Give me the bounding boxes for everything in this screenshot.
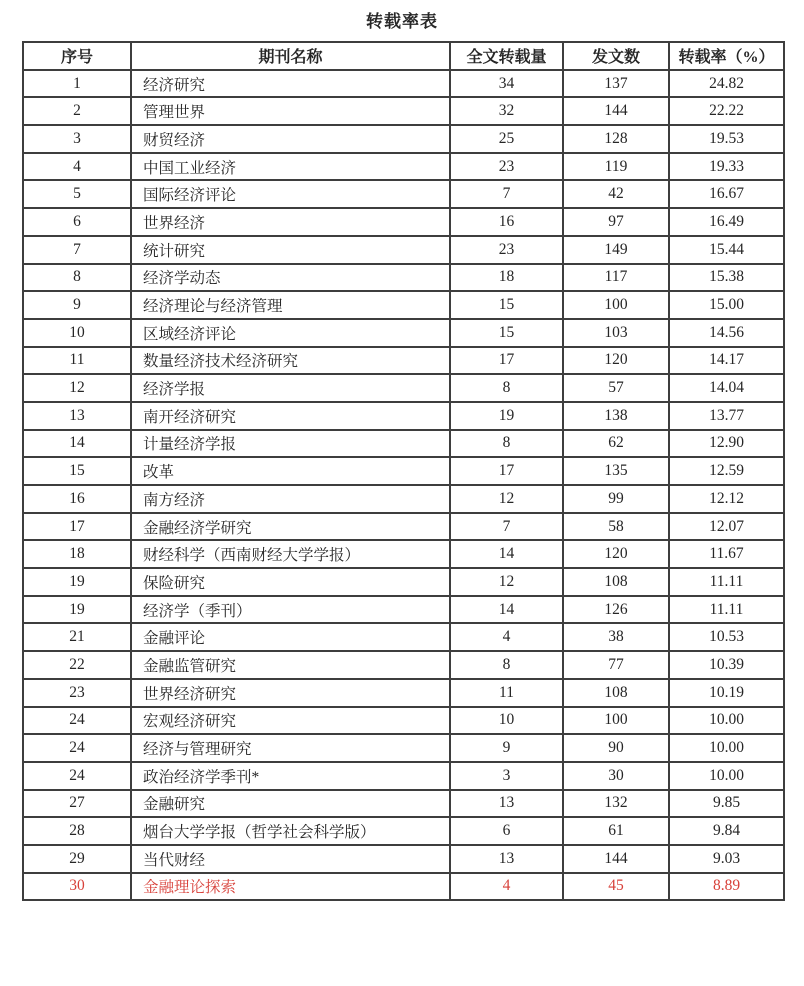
reprint-rate-cell: 19.33 [669,153,784,181]
rank-cell: 9 [23,291,131,319]
article-count-cell: 120 [563,347,669,375]
reprint-count-cell: 14 [450,596,563,624]
article-count-cell: 58 [563,513,669,541]
journal-name-cell: 金融经济学研究 [131,513,450,541]
table-row [23,513,784,541]
reprint-count-cell: 8 [450,430,563,458]
reprint-count-cell: 6 [450,817,563,845]
article-count-cell: 100 [563,707,669,735]
reprint-count-cell: 13 [450,845,563,873]
reprint-count-cell: 18 [450,264,563,292]
reprint-rate-cell: 11.67 [669,540,784,568]
journal-name-cell: 政治经济学季刊* [131,762,450,790]
reprint-count-cell: 17 [450,347,563,375]
article-count-cell: 137 [563,70,669,98]
rank-cell: 18 [23,540,131,568]
article-count-cell: 119 [563,153,669,181]
table-row [23,790,784,818]
reprint-rate-cell: 11.11 [669,568,784,596]
reprint-rate-cell: 12.12 [669,485,784,513]
reprint-count-cell: 8 [450,374,563,402]
table-row [23,817,784,845]
table-row [23,180,784,208]
rank-cell: 8 [23,264,131,292]
reprint-count-cell: 7 [450,180,563,208]
journal-name-cell: 金融研究 [131,790,450,818]
journal-name-cell: 南方经济 [131,485,450,513]
rank-cell: 22 [23,651,131,679]
article-count-cell: 128 [563,125,669,153]
rank-cell: 13 [23,402,131,430]
journal-name-cell: 经济与管理研究 [131,734,450,762]
reprint-count-cell: 25 [450,125,563,153]
reprint-count-cell: 7 [450,513,563,541]
article-count-cell: 30 [563,762,669,790]
table-row [23,125,784,153]
reprint-rate-cell: 16.49 [669,208,784,236]
journal-name-cell: 世界经济 [131,208,450,236]
journal-name-cell: 计量经济学报 [131,430,450,458]
article-count-cell: 42 [563,180,669,208]
article-count-cell: 144 [563,97,669,125]
journal-name-cell: 中国工业经济 [131,153,450,181]
table-row [23,707,784,735]
reprint-count-cell: 32 [450,97,563,125]
reprint-count-cell: 16 [450,208,563,236]
reprint-count-cell: 12 [450,568,563,596]
rank-cell: 6 [23,208,131,236]
table-row [23,845,784,873]
table-row [23,291,784,319]
journal-name-cell: 金融监管研究 [131,651,450,679]
table-body [23,70,784,901]
journal-name-cell: 经济学动态 [131,264,450,292]
reprint-rate-cell: 10.00 [669,762,784,790]
rank-cell: 5 [23,180,131,208]
article-count-cell: 45 [563,873,669,901]
table-row [23,457,784,485]
rank-cell: 11 [23,347,131,375]
table-row [23,485,784,513]
reprint-count-cell: 13 [450,790,563,818]
reprint-count-cell: 17 [450,457,563,485]
reprint-rate-cell: 9.85 [669,790,784,818]
article-count-cell: 108 [563,679,669,707]
table-row [23,264,784,292]
article-count-cell: 126 [563,596,669,624]
table-row [23,236,784,264]
reprint-rate-cell: 24.82 [669,70,784,98]
journal-name-cell: 经济理论与经济管理 [131,291,450,319]
reprint-rate-cell: 14.56 [669,319,784,347]
rank-cell: 12 [23,374,131,402]
rank-cell: 14 [23,430,131,458]
article-count-cell: 90 [563,734,669,762]
rank-cell: 19 [23,568,131,596]
journal-name-cell: 经济研究 [131,70,450,98]
table-row [23,734,784,762]
journal-name-cell: 经济学报 [131,374,450,402]
reprint-rate-cell: 10.19 [669,679,784,707]
journal-name-cell: 国际经济评论 [131,180,450,208]
journal-name-cell: 数量经济技术经济研究 [131,347,450,375]
rank-cell: 21 [23,623,131,651]
rank-cell: 27 [23,790,131,818]
rank-cell: 16 [23,485,131,513]
reprint-rate-cell: 10.39 [669,651,784,679]
table-row [23,651,784,679]
rank-cell: 7 [23,236,131,264]
reprint-rate-cell: 14.04 [669,374,784,402]
reprint-count-cell: 4 [450,873,563,901]
article-count-cell: 103 [563,319,669,347]
article-count-cell: 38 [563,623,669,651]
rank-cell: 24 [23,734,131,762]
reprint-rate-cell: 12.59 [669,457,784,485]
reprint-rate-cell: 9.03 [669,845,784,873]
reprint-count-cell: 15 [450,291,563,319]
article-count-cell: 144 [563,845,669,873]
rank-cell: 17 [23,513,131,541]
reprint-rate-cell: 11.11 [669,596,784,624]
rank-cell: 24 [23,762,131,790]
journal-name-cell: 改革 [131,457,450,485]
journal-name-cell: 保险研究 [131,568,450,596]
article-count-cell: 99 [563,485,669,513]
reprint-rate-cell: 15.44 [669,236,784,264]
rank-cell: 23 [23,679,131,707]
reprint-count-cell: 12 [450,485,563,513]
table-row [23,623,784,651]
table-row [23,568,784,596]
article-count-cell: 135 [563,457,669,485]
article-count-cell: 117 [563,264,669,292]
table-row [23,70,784,98]
journal-name-cell: 金融评论 [131,623,450,651]
rank-cell: 3 [23,125,131,153]
reprint-count-cell: 23 [450,153,563,181]
journal-name-cell: 烟台大学学报（哲学社会科学版） [131,817,450,845]
table-row [23,540,784,568]
article-count-cell: 57 [563,374,669,402]
reprint-count-cell: 11 [450,679,563,707]
rank-cell: 24 [23,707,131,735]
table-row [23,596,784,624]
header-rank: 序号 [23,42,131,70]
article-count-cell: 61 [563,817,669,845]
reprint-count-cell: 19 [450,402,563,430]
table-row [23,97,784,125]
journal-name-cell: 财贸经济 [131,125,450,153]
rank-cell: 15 [23,457,131,485]
header-reprint-count: 全文转载量 [450,42,563,70]
journal-name-cell: 宏观经济研究 [131,707,450,735]
rank-cell: 30 [23,873,131,901]
table-row [23,762,784,790]
reprint-count-cell: 10 [450,707,563,735]
reprint-rate-cell: 14.17 [669,347,784,375]
table-row [23,374,784,402]
journal-name-cell: 南开经济研究 [131,402,450,430]
reprint-rate-cell: 10.00 [669,707,784,735]
reprint-count-cell: 34 [450,70,563,98]
reprint-rate-cell: 12.90 [669,430,784,458]
journal-name-cell: 金融理论探索 [131,873,450,901]
table-row [23,402,784,430]
reprint-rate-cell: 12.07 [669,513,784,541]
reprint-rate-table [22,41,785,901]
reprint-count-cell: 15 [450,319,563,347]
rank-cell: 29 [23,845,131,873]
table-row [23,430,784,458]
reprint-rate-cell: 22.22 [669,97,784,125]
article-count-cell: 138 [563,402,669,430]
journal-name-cell: 经济学（季刊） [131,596,450,624]
journal-name-cell: 统计研究 [131,236,450,264]
reprint-count-cell: 8 [450,651,563,679]
header-article-count: 发文数 [563,42,669,70]
journal-name-cell: 区域经济评论 [131,319,450,347]
rank-cell: 19 [23,596,131,624]
table-row [23,319,784,347]
table-row [23,347,784,375]
reprint-rate-cell: 16.67 [669,180,784,208]
reprint-count-cell: 23 [450,236,563,264]
journal-name-cell: 财经科学（西南财经大学学报） [131,540,450,568]
page-title: 转载率表 [366,12,438,31]
header-journal-name: 期刊名称 [131,42,450,70]
table-row [23,153,784,181]
table-row [23,873,784,901]
reprint-count-cell: 14 [450,540,563,568]
article-count-cell: 120 [563,540,669,568]
header-reprint-rate: 转载率（%） [669,42,784,70]
reprint-rate-cell: 19.53 [669,125,784,153]
article-count-cell: 100 [563,291,669,319]
reprint-rate-cell: 9.84 [669,817,784,845]
table-row [23,679,784,707]
reprint-rate-cell: 10.00 [669,734,784,762]
article-count-cell: 132 [563,790,669,818]
reprint-rate-cell: 15.00 [669,291,784,319]
article-count-cell: 77 [563,651,669,679]
reprint-rate-cell: 13.77 [669,402,784,430]
rank-cell: 10 [23,319,131,347]
rank-cell: 1 [23,70,131,98]
reprint-rate-cell: 15.38 [669,264,784,292]
article-count-cell: 108 [563,568,669,596]
journal-name-cell: 管理世界 [131,97,450,125]
rank-cell: 4 [23,153,131,181]
reprint-rate-cell: 8.89 [669,873,784,901]
article-count-cell: 149 [563,236,669,264]
table-row [23,208,784,236]
reprint-count-cell: 3 [450,762,563,790]
reprint-count-cell: 9 [450,734,563,762]
rank-cell: 2 [23,97,131,125]
article-count-cell: 62 [563,430,669,458]
journal-name-cell: 当代财经 [131,845,450,873]
reprint-rate-cell: 10.53 [669,623,784,651]
reprint-count-cell: 4 [450,623,563,651]
header-row [23,42,784,70]
article-count-cell: 97 [563,208,669,236]
journal-name-cell: 世界经济研究 [131,679,450,707]
rank-cell: 28 [23,817,131,845]
